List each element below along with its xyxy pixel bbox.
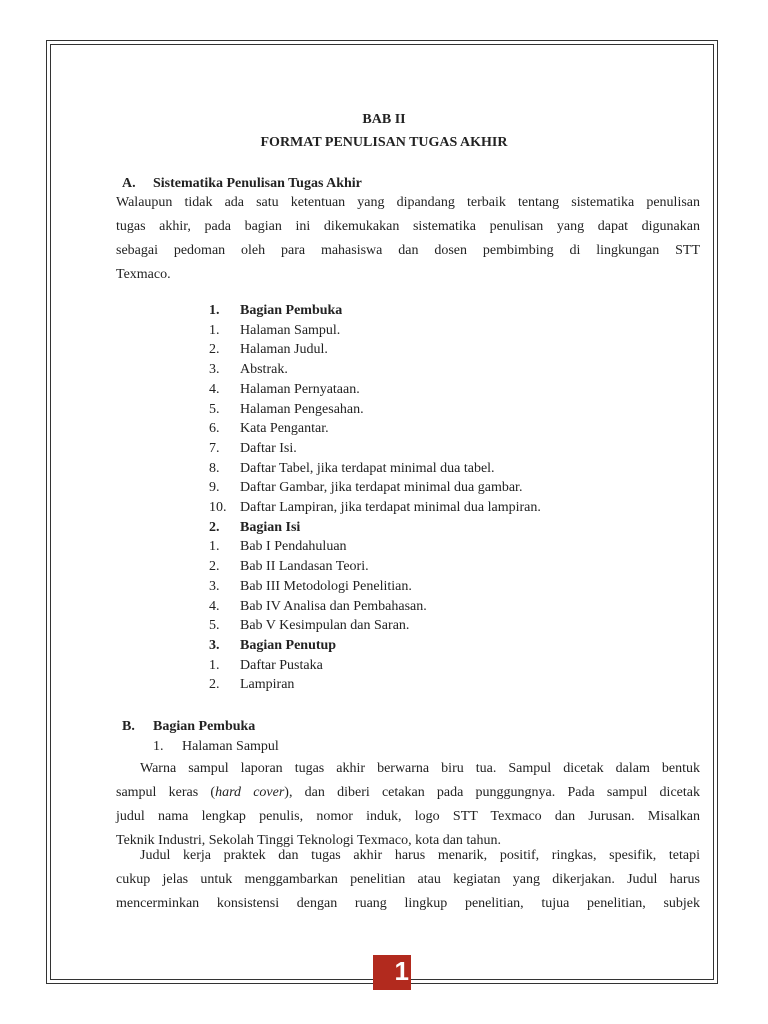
outline-item-text: Bab IV Analisa dan Pembahasan. [240, 598, 427, 614]
outline-item-text: Bab V Kesimpulan dan Saran. [240, 618, 410, 634]
outline-item-text: Bab I Pendahuluan [240, 539, 347, 555]
outline-item-text: Daftar Tabel, jika terdapat minimal dua tabel. [240, 460, 495, 476]
outline-item-number: 4. [209, 598, 220, 614]
chapter-title: FORMAT PENULISAN TUGAS AKHIR [260, 135, 508, 150]
section-b-title: Bagian Pembuka [153, 719, 256, 734]
text-run: ), dan diberi cetakan pada punggungnya. Pada sampul dicetak [284, 785, 700, 800]
outline-item-number: 3. [209, 362, 220, 378]
outline-item-text: Bab III Metodologi Penelitian. [240, 578, 412, 594]
outline-item-text: Daftar Isi. [240, 440, 297, 456]
outline-item-number: 4. [209, 381, 220, 397]
paragraph-line: Warna sampul laporan tugas akhir berwarna biru tua. Sampul dicetak dalam bentuk [140, 761, 700, 776]
outline-item-number: 6. [209, 421, 220, 437]
outline-item-number: 2. [209, 559, 220, 575]
outline-group-heading: Bagian Pembuka [240, 303, 343, 318]
paragraph-line: judul nama lengkap penulis, nomor induk, logo STT Texmaco dan Jurusan. Misalkan [116, 809, 700, 824]
paragraph-line: tugas akhir, pada bagian ini dikemukakan sistematika penulisan yang dapat digunakan [116, 219, 700, 234]
page-number-underline [373, 987, 411, 990]
outline-item-number: 1. [209, 322, 220, 338]
section-a-label: A. [122, 176, 136, 191]
paragraph-line: cukup jelas untuk menggambarkan penelitian atau kegiatan yang dikerjakan. Judul harus [116, 872, 700, 887]
outline-item-text: Daftar Gambar, jika terdapat minimal dua gambar. [240, 480, 523, 496]
outline-item-text: Halaman Pernyataan. [240, 381, 360, 397]
section-b-label: B. [122, 719, 135, 734]
outline-item-text: Kata Pengantar. [240, 421, 329, 437]
outline-item-number: 5. [209, 618, 220, 634]
page-number: 1 [373, 955, 411, 987]
paragraph-line: Texmaco. [116, 267, 171, 282]
section-a-paragraph [116, 191, 700, 287]
outline-item-number: 1. [209, 657, 220, 673]
outline-item-text: Halaman Pengesahan. [240, 401, 364, 417]
outline-item-number: 7. [209, 440, 220, 456]
outline-item-number: 3. [209, 578, 220, 594]
outline-item-text: Halaman Sampul. [240, 322, 341, 338]
paragraph-line: Judul kerja praktek dan tugas akhir harus menarik, positif, ringkas, spesifik, tetapi [140, 848, 700, 863]
outline-item-number: 3. [209, 637, 220, 653]
outline-item-text: Halaman Judul. [240, 342, 328, 358]
outline-item-number: 2. [209, 677, 220, 693]
paragraph-line: Teknik Industri, Sekolah Tinggi Teknologi Texmaco, kota dan tahun. [116, 833, 502, 848]
outline-item-number: 5. [209, 401, 220, 417]
paragraph-line: sebagai pedoman oleh para mahasiswa dan dosen pembimbing di lingkungan STT [116, 243, 700, 258]
section-a-title: Sistematika Penulisan Tugas Akhir [153, 176, 362, 191]
italic-term: hard cover [215, 785, 285, 800]
paragraph-line: mencerminkan konsistensi dengan ruang lingkup penelitian, tujua penelitian, subjek [116, 896, 700, 911]
outline-item-text: Daftar Pustaka [240, 657, 323, 673]
outline-item-text: Daftar Lampiran, jika terdapat minimal dua lampiran. [240, 500, 541, 515]
paragraph-line [116, 781, 700, 805]
outline-item-number: 1. [209, 539, 220, 555]
outline-group-heading: Bagian Penutup [240, 637, 337, 653]
chapter-number: BAB II [362, 112, 406, 127]
paragraph-line: Walaupun tidak ada satu ketentuan yang dipandang terbaik tentang sistematika penulisan [116, 195, 700, 210]
outline-item-text: Abstrak. [240, 362, 288, 378]
subsection-title: Halaman Sampul [182, 739, 279, 754]
outline-item-number: 2. [209, 519, 220, 535]
outline-item-number: 9. [209, 480, 220, 496]
subsection-number: 1. [153, 739, 164, 754]
section-b-paragraph-2 [116, 844, 700, 916]
outline-item-number: 8. [209, 460, 220, 476]
outline-group-heading: Bagian Isi [240, 519, 301, 535]
outline-item-number: 10. [209, 500, 227, 515]
text-run: sampul keras ( [116, 785, 216, 800]
outline-item-number: 1. [209, 303, 220, 318]
outline-item-text: Lampiran [240, 677, 295, 693]
outline-item-text: Bab II Landasan Teori. [240, 559, 369, 575]
outline-item-number: 2. [209, 342, 220, 358]
section-b-paragraph-1 [116, 757, 700, 853]
